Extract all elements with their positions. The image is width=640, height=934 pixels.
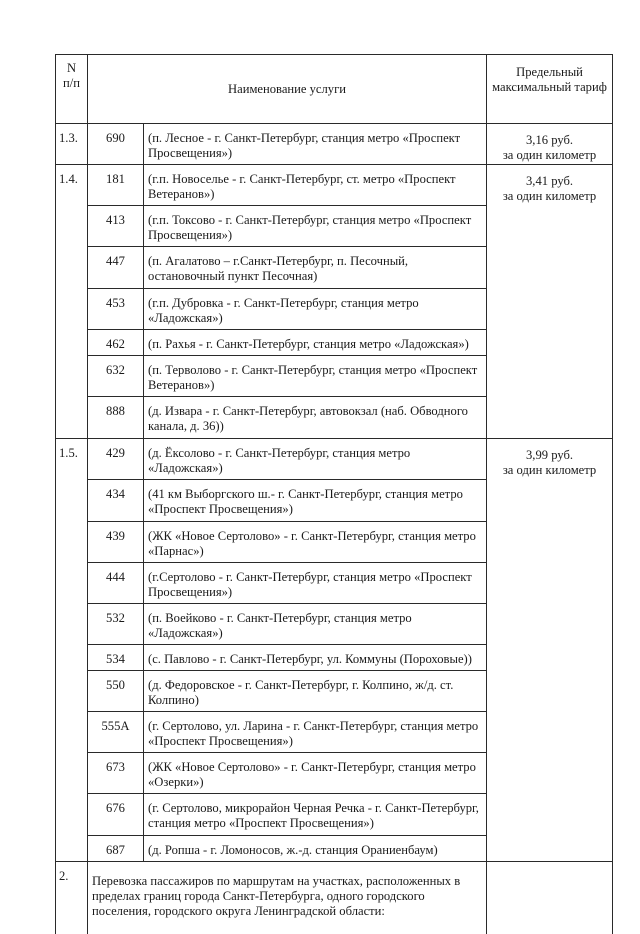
route-description: (ЖК «Новое Сертолово» - г. Санкт-Петербург, станция метро «Парнас») — [144, 522, 487, 563]
route-description: (п. Воейково - г. Санкт-Петербург, станция метро «Ладожская») — [144, 604, 487, 645]
group-number: 1.5. — [56, 439, 88, 862]
route-description: (п. Рахья - г. Санкт-Петербург, станция метро «Ладожская») — [144, 330, 487, 356]
route-number: 462 — [88, 330, 144, 356]
group-number: 1.4. — [56, 165, 88, 439]
route-number: 532 — [88, 604, 144, 645]
route-description: (ЖК «Новое Сертолово» - г. Санкт-Петербург, станция метро «Озерки») — [144, 753, 487, 794]
route-number: 673 — [88, 753, 144, 794]
section2-row — [56, 862, 613, 934]
route-number: 534 — [88, 645, 144, 671]
route-description: (д. Ёксолово - г. Санкт-Петербург, станция метро «Ладожская») — [144, 439, 487, 480]
route-description: (41 км Выборгского ш.- г. Санкт-Петербург, станция метро «Проспект Просвещения») — [144, 480, 487, 522]
route-description: (г. Сертолово, ул. Ларина - г. Санкт-Петербург, станция метро «Проспект Просвещения») — [144, 712, 487, 753]
group-number: 1.3. — [56, 124, 88, 165]
route-number: 181 — [88, 165, 144, 206]
route-number: 429 — [88, 439, 144, 480]
group-tariff — [487, 124, 613, 165]
route-number: 444 — [88, 563, 144, 604]
route-number: 434 — [88, 480, 144, 522]
header-number: N п/п — [56, 55, 88, 124]
route-number: 550 — [88, 671, 144, 712]
route-description: (г.п. Дубровка - г. Санкт-Петербург, станция метро «Ладожская») — [144, 289, 487, 330]
route-number: 555А — [88, 712, 144, 753]
route-description: (с. Павлово - г. Санкт-Петербург, ул. Коммуны (Пороховые)) — [144, 645, 487, 671]
section2-text: Перевозка пассажиров по маршрутам на участках, расположенных в пределах границ города Санкт-Петербурга, одного городского поселения, городского округа Ленинградской области: — [88, 862, 487, 934]
route-number: 439 — [88, 522, 144, 563]
route-description: (д. Извара - г. Санкт-Петербург, автовокзал (наб. Обводного канала, д. 36)) — [144, 397, 487, 439]
route-number: 447 — [88, 247, 144, 289]
tariff-line: за один километр — [487, 463, 612, 478]
tariff-line: 3,99 руб. — [487, 448, 612, 463]
route-description: (г.Сертолово - г. Санкт-Петербург, станция метро «Проспект Просвещения») — [144, 563, 487, 604]
tariff-line: 3,41 руб. — [487, 174, 612, 189]
route-number: 413 — [88, 206, 144, 247]
group-tariff — [487, 165, 613, 439]
route-description: (п. Терволово - г. Санкт-Петербург, станция метро «Проспект Ветеранов») — [144, 356, 487, 397]
table-row — [56, 439, 613, 480]
tariff-line: за один километр — [487, 189, 612, 204]
table-header-row — [56, 55, 613, 124]
route-number: 888 — [88, 397, 144, 439]
route-description: (д. Федоровское - г. Санкт-Петербург, г. Колпино, ж/д. ст. Колпино) — [144, 671, 487, 712]
route-description: (г.п. Токсово - г. Санкт-Петербург, станция метро «Проспект Просвещения») — [144, 206, 487, 247]
route-description: (г.п. Новоселье - г. Санкт-Петербург, ст. метро «Проспект Ветеранов») — [144, 165, 487, 206]
table-row — [56, 165, 613, 206]
group-tariff — [487, 439, 613, 862]
route-description: (д. Ропша - г. Ломоносов, ж.-д. станция Ораниенбаум) — [144, 836, 487, 862]
route-number: 453 — [88, 289, 144, 330]
tariff-line: за один километр — [487, 148, 612, 163]
section2-tariff — [487, 862, 613, 934]
route-number: 632 — [88, 356, 144, 397]
header-max-tariff: Предельный максимальный тариф — [487, 55, 613, 124]
header-service-name: Наименование услуги — [88, 55, 487, 124]
tariff-table — [55, 54, 613, 934]
tariff-line: 3,16 руб. — [487, 133, 612, 148]
table-body — [56, 124, 613, 934]
section2-number: 2. — [56, 862, 88, 934]
table-row — [56, 124, 613, 165]
route-number: 690 — [88, 124, 144, 165]
route-number: 687 — [88, 836, 144, 862]
route-description: (п. Агалатово – г.Санкт-Петербург, п. Песочный, остановочный пункт Песочная) — [144, 247, 487, 289]
route-description: (г. Сертолово, микрорайон Черная Речка - г. Санкт-Петербург, станция метро «Проспект Просвещения») — [144, 794, 487, 836]
route-number: 676 — [88, 794, 144, 836]
route-description: (п. Лесное - г. Санкт-Петербург, станция метро «Проспект Просвещения») — [144, 124, 487, 165]
